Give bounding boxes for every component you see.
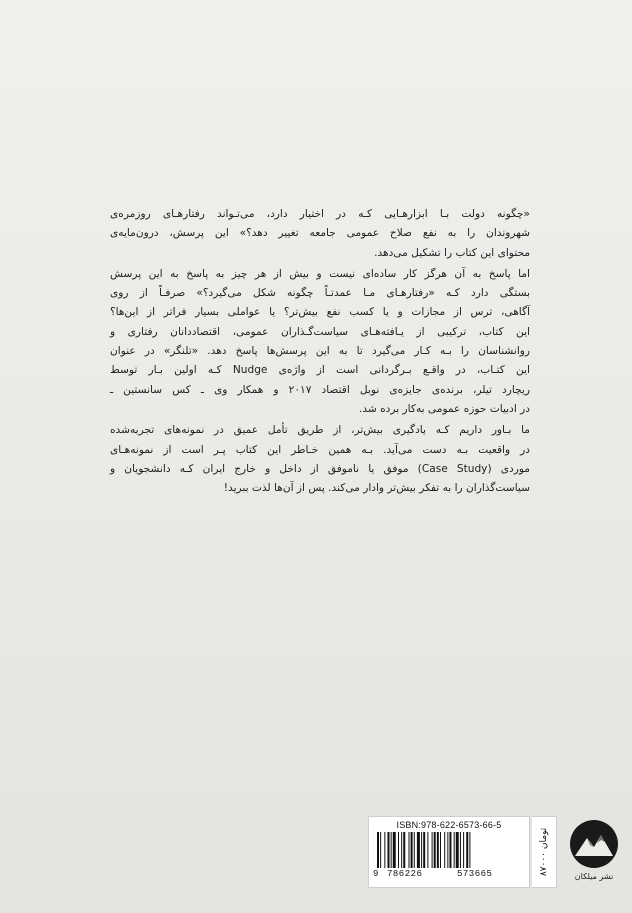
blurb-line: بستگی دارد کـه «رفتارهـای مـا عمدتـاً چگونه شکل می‌گیرد؟» صرفـاً از روی <box>110 287 530 300</box>
blurb-line: آگاهی، ترس از مجازات و یا کسب نفع بیش‌تر؟ یا عواملی بسیار فراتر از این‌ها؟ <box>110 306 530 319</box>
isbn-label: ISBN:978-622-6573-66-5 <box>396 820 502 830</box>
blurb-line: این کتاب، ترکیبی از یـافته‌هـای سیاست‌گـذاران عمومی، اقتصاددانان رفتاری و <box>110 325 530 338</box>
blurb-paragraph-3 <box>110 421 530 498</box>
publisher-logo <box>566 816 622 886</box>
blurb-line: در ادبیات حوزه عمومی به‌کار برده شد. <box>358 402 530 415</box>
barcode-digits-right: 573665 <box>457 869 493 879</box>
barcode-icon <box>375 832 523 870</box>
blurb-line: در واقعیت بـه دست می‌آید. بـه همین خـاطر این کتاب پـر است از نمونه‌هـای <box>110 443 530 456</box>
blurb-paragraph-1 <box>110 205 530 263</box>
book-blurb <box>110 205 530 498</box>
blurb-line: «چگونه دولت بـا ابزارهـایی کـه در اختیار دارد، می‌تـواند رفتارهـای روزمره‌ی <box>110 208 530 220</box>
blurb-paragraph-2 <box>110 265 530 419</box>
blurb-line: این کتـاب، در واقـع بـرگردانی است از واژه‌ی Nudge کـه اولین بـار توسط <box>110 364 530 377</box>
barcode-digit-first: 9 <box>373 869 379 879</box>
blurb-line: ما بـاور داریم کـه یادگیری بیش‌تر، از طریق تأمل عمیق در نمونه‌های تجربه‌شده <box>110 424 530 437</box>
mountain-logo-icon <box>566 816 622 872</box>
blurb-line: روانشناسان را بـه کـار می‌گیرد تا به این پرسش‌ها پاسخ دهد. «تلنگر» در عنوان <box>110 345 530 358</box>
barcode-panel <box>368 816 530 888</box>
publisher-name: نشر میلکان <box>574 872 614 881</box>
blurb-line: شهروندان را به نفع صلاح عمومی جامعه تغییر دهد؟» این پرسش، درون‌مایه‌ی <box>110 227 530 240</box>
price-label: ۸۷۰۰۰ تومان <box>539 827 549 877</box>
blurb-line: موردی (Case Study) موفق یا ناموفق از داخل و خارج ایران کـه دانشجویان و <box>110 462 530 475</box>
barcode-digits-left: 786226 <box>387 869 423 879</box>
blurb-line: محتوای این کتاب را تشکیل می‌دهد. <box>374 246 530 259</box>
blurb-line: اما پاسخ به آن هرگز کار ساده‌ای نیست و بیش از هر چیز به پاسخ به این پرسش <box>110 267 530 280</box>
price-panel <box>532 816 557 888</box>
blurb-line: سیاست‌گذاران را به تفکر بیش‌تر وادار می‌کند. پس از آن‌ها لذت ببرید! <box>223 482 530 495</box>
blurb-line: ریچارد تیلر، برنده‌ی جایزه‌ی نوبل اقتصاد ۲۰۱۷ و همکار وی ـ کس سانستین ـ <box>110 383 530 396</box>
